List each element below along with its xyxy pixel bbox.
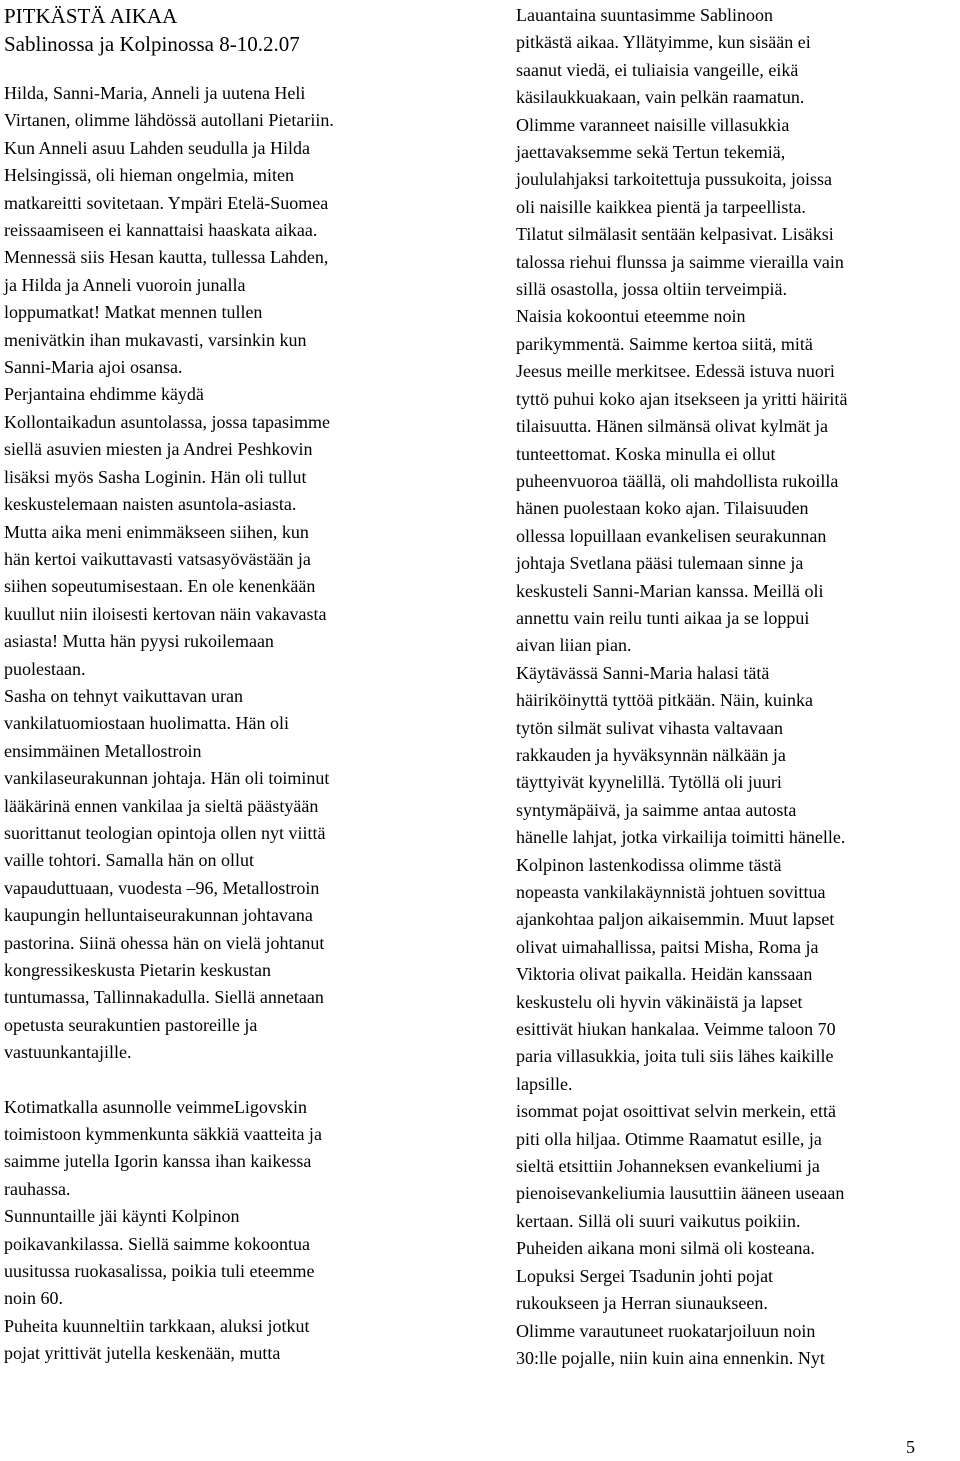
section-title: PITKÄSTÄ AIKAA <box>4 4 178 28</box>
left-column-text-1: Hilda, Sanni-Maria, Anneli ja uutena Heli Virtanen, olimme lähdössä autollani Pietariin. Kun Anneli asuu Lahden seudulla ja Hilda Helsingissä, oli hieman ongelmia, miten matkareitti sovitetaan. Ympäri Etelä-Suomea reissaamiseen ei kannattaisi haaskata aikaa. Mennessä siis Hesan kautta, tullessa Lahden, ja Hilda ja Anneli vuoroin junalla loppumatkat! Matkat mennen tullen menivätkin ihan mukavasti, varsinkin kun Sanni-Maria ajoi osansa. Perjantaina ehdimme käydä Kollontaikadun asuntolassa, jossa tapasimme siellä asuvien miesten ja Andrei Peshkovin lisäksi myös Sasha Loginin. Hän oli tullut keskustelemaan naisten asuntola-asiasta. Mutta aika meni enimmäkseen siihen, kun hän kertoi vaikuttavasti vatsasyövästään ja siihen sopeutumisestaan. En ole kenenkään kuullut niin iloisesti kertovan näin vakavasta asiasta! Mutta hän pyysi rukoilemaan puolestaan. Sasha on tehnyt vaikuttavan uran vankilatuomiostaan huolimatta. Hän oli ensimmäinen Metallostroin vankilaseurakunnan johtaja. Hän oli toiminut lääkärinä ennen vankilaa ja sieltä päästyään suorittanut teologian opintoja ollen nyt viittä vaille tohtori. Samalla hän on ollut vapauduttuaan, vuodesta –96, Metallostroin kaupungin helluntaiseurakunnan johtavana pastorina. Siinä ohessa hän on vielä johtanut kongressikeskusta Pietarin keskustan tuntumassa, Tallinnakadulla. Siellä annetaan opetusta seurakuntien pastoreille ja vastuunkantajille. <box>4 83 334 1063</box>
right-column <box>516 0 960 1372</box>
page-number: 5 <box>906 1437 915 1457</box>
trip-title: Sablinossa ja Kolpinossa 8-10.2.07 <box>4 32 300 56</box>
right-column-text-1: Lauantaina suuntasimme Sablinoon pitkästä aikaa. Yllätyimme, kun sisään ei saanut viedä, ei tuliaisia vangeille, eikä käsilaukkuakaan, vain pelkän raamatun. Olimme varanneet naisille villasukkia jaettavaksemme sekä Tertun tekemiä, joululahjaksi tarkoitettuja pussukoita, joissa oli naisille kaikkea pientä ja tarpeellista. Tilatut silmälasit sentään kelpasivat. Lisäksi talossa riehui flunssa ja saimme vierailla vain sillä osastolla, jossa oltiin terveimpiä. Naisia kokoontui eteemme noin parikymmentä. Saimme kertoa siitä, mitä Jeesus meille merkitsee. Edessä istuva nuori tyttö puhui koko ajan itsekseen ja yritti häiritä tilaisuutta. Hänen silmänsä olivat kylmät ja tunteettomat. Koska minulla ei ollut puheenvuoroa täällä, oli mahdollista rukoilla hänen puolestaan koko ajan. Tilaisuuden ollessa lopuillaan evankelisen seurakunnan johtaja Svetlana pääsi tulemaan sinne ja keskusteli Sanni-Marian kanssa. Meillä oli annettu vain reilu tunti aikaa ja se loppui aivan liian pian. Käytävässä Sanni-Maria halasi tätä häiriköinyttä tyttöä pitkään. Näin, kuinka tytön silmät sulivat vihasta valtavaan rakkauden ja hyväksynnän nälkään ja täyttyivät kyynelillä. Tytöllä oli juuri syntymäpäivä, ja saimme antaa autosta hänelle lahjat, jotka virkailija toimitti hänelle. Kolpinon lastenkodissa olimme tästä nopeasta vankilakäynnistä johtuen sovittua ajankohtaa paljon aikaisemmin. Muut lapset olivat uimahallissa, paitsi Misha, Roma ja Viktoria olivat paikalla. Heidän kanssaan keskustelu oli hyvin väkinäistä ja lapset esittivät hiukan hankalaa. Veimme taloon 70 paria villasukkia, joita tuli siis lähes kaikille lapsille. isommat pojat osoittivat selvin merkein, että piti olla hiljaa. Otimme Raamatut esille, ja sieltä etsittiin Johanneksen evankeliumi ja pienoisevankeliumia lausuttiin ääneen useaan kertaan. Sillä oli suuri vaikutus poikiin. Puheiden aikana moni silmä oli kosteana. Lopuksi Sergei Tsadunin johti pojat rukoukseen ja Herran siunaukseen. Olimme varautuneet ruokatarjoiluun noin 30:lle pojalle, niin kuin aina ennenkin. Nyt <box>516 5 848 1368</box>
left-column <box>4 0 456 1368</box>
left-column-text-2: Kotimatkalla asunnolle veimmeLigovskin toimistoon kymmenkunta säkkiä vaatteita ja saimme jutella Igorin kanssa ihan kaikessa rauhassa. Sunnuntaille jäi käynti Kolpinon poikavankilassa. Siellä saimme kokoontua uusitussa ruokasalissa, poikia tuli eteemme noin 60. Puheita kuunneltiin tarkkaan, aluksi jotkut pojat yrittivät jutella keskenään, mutta <box>4 1096 322 1364</box>
